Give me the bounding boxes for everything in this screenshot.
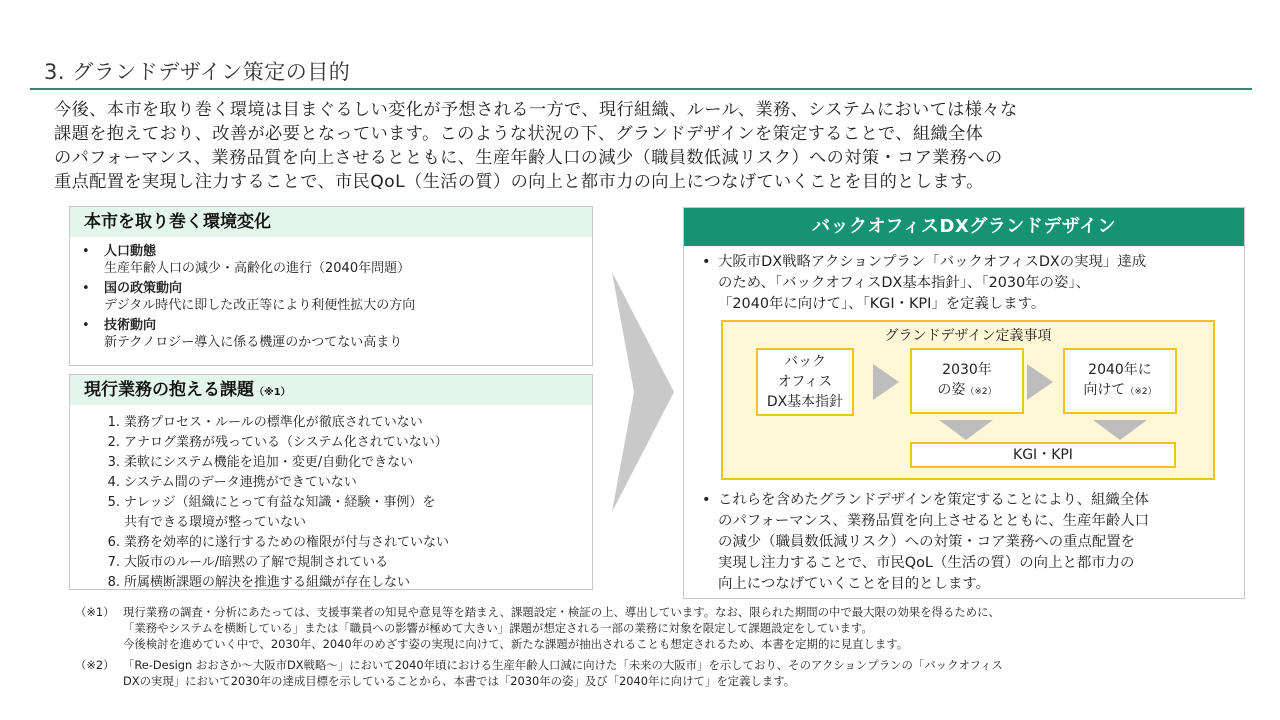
step-2030-vision bbox=[910, 348, 1024, 414]
step-line: オフィス bbox=[777, 374, 833, 390]
env-item-title: • 技術動向 bbox=[104, 318, 157, 333]
chevron-right-icon bbox=[612, 272, 674, 512]
item-number: 3. bbox=[107, 455, 120, 470]
item-text: 業務プロセス・ルールの標準化が徹底されていない bbox=[124, 415, 423, 430]
env-item-title: • 人口動態 bbox=[104, 244, 157, 259]
definition-box-label: グランドデザイン定義事項 bbox=[884, 328, 1052, 344]
item-text: アナログ業務が残っている（システム化されていない） bbox=[124, 435, 448, 450]
footnote-line: 「業務やシステムを横断している」または「職員への影響が極めて大きい」課題が想定される一部の業務に対象を限定して課題設定をしています。 bbox=[123, 621, 873, 635]
bullet-line: • これらを含めたグランドデザインを策定することにより、組織全体 bbox=[718, 492, 1149, 508]
footnote-mark: （※2） bbox=[75, 658, 115, 672]
list-item bbox=[98, 573, 592, 593]
intro-line: 今後、本市を取り巻く環境は目まぐるしい変化が予想される一方で、現行組織、ルール、業務、システムにおいては様々な bbox=[54, 100, 1018, 120]
arrow-down-icon bbox=[939, 420, 993, 440]
env-item-desc: デジタル時代に即した改正等により利便性拡大の方向 bbox=[104, 298, 416, 313]
definition-box bbox=[721, 320, 1215, 480]
grand-design-bullet-1 bbox=[702, 252, 1232, 315]
env-item-title: • 国の政策動向 bbox=[104, 281, 183, 296]
item-text: 柔軟にシステム機能を追加・変更/自動化できない bbox=[124, 455, 414, 470]
bullet-line: のため、「バックオフィスDX基本指針」、「2030年の姿」、 bbox=[718, 275, 1090, 291]
list-item bbox=[80, 243, 592, 277]
issues-list bbox=[70, 405, 592, 593]
step-line: バック bbox=[784, 354, 826, 370]
item-text: ナレッジ（組織にとって有益な知識・経験・事例）を bbox=[124, 495, 436, 510]
title-divider bbox=[30, 88, 1252, 90]
kgi-kpi-box: KGI・KPI bbox=[910, 442, 1176, 468]
arrow-down-icon bbox=[1093, 420, 1147, 440]
bullet-line: の減少（職員数低減リスク）への対策・コア業務への重点配置を bbox=[718, 534, 1136, 550]
footnote-line: 今後検討を進めていく中で、2030年、2040年のめざす姿の実現に向けて、新たな課題が抽出されることも想定されるため、本書を定期的に見直します。 bbox=[123, 637, 909, 651]
list-item bbox=[98, 453, 592, 473]
item-number: 6. bbox=[107, 535, 120, 550]
step-basic-policy bbox=[756, 348, 854, 416]
grand-design-panel bbox=[683, 207, 1245, 599]
step-text: の姿 bbox=[937, 382, 966, 398]
environment-panel bbox=[69, 206, 593, 366]
footnote-line: 「Re-Design おおさか～大阪市DX戦略～」において2040年頃における生産年齢人口減に向けた「未来の大阪市」を示しており、そのアクションプランの「バックオフィス bbox=[123, 658, 1003, 672]
list-item bbox=[98, 493, 592, 533]
grand-design-heading: バックオフィスDXグランドデザイン bbox=[684, 208, 1244, 246]
list-item bbox=[98, 413, 592, 433]
item-text: システム間のデータ連携ができていない bbox=[124, 475, 357, 490]
bullet-line: • 大阪市DX戦略アクションプラン「バックオフィスDXの実現」達成 bbox=[718, 254, 1147, 270]
intro-line: のパフォーマンス、業務品質を向上させるとともに、生産年齢人口の減少（職員数低減リスク）への対策・コア業務への bbox=[54, 148, 1003, 168]
footnote-1 bbox=[75, 604, 1255, 652]
bullet-line: 「2040年に向けて」、「KGI・KPI」を定義します。 bbox=[718, 296, 1046, 312]
step-text: 向けて bbox=[1083, 382, 1126, 398]
step-line bbox=[1083, 380, 1156, 402]
item-number: 4. bbox=[107, 475, 120, 490]
arrow-right-icon bbox=[1027, 364, 1053, 400]
step-line: DX基本指針 bbox=[766, 394, 844, 410]
bullet-line: 向上につなげていくことを目的とします。 bbox=[718, 576, 990, 592]
issues-heading bbox=[70, 375, 592, 405]
item-text: 業務を効率的に遂行するための権限が付与されていない bbox=[124, 535, 450, 550]
item-number: 5. bbox=[107, 495, 120, 510]
item-number: 8. bbox=[107, 575, 120, 590]
list-item bbox=[98, 433, 592, 453]
step-note: （※2） bbox=[965, 387, 997, 397]
step-towards-2040 bbox=[1063, 348, 1177, 414]
item-text: 大阪市のルール/暗黙の了解で規制されている bbox=[124, 555, 389, 570]
intro-text bbox=[54, 98, 1254, 194]
page-title: 3. グランドデザイン策定の目的 bbox=[44, 60, 351, 84]
grand-design-bullet-2 bbox=[702, 490, 1232, 595]
footnote-line: 現行業務の調査・分析にあたっては、支援事業者の知見や意見等を踏まえ、課題設定・検証の上、導出しています。なお、限られた期間の中で最大限の効果を得るために、 bbox=[123, 605, 1000, 619]
item-text: 所属横断課題の解決を推進する組織が存在しない bbox=[124, 575, 411, 590]
step-note: （※2） bbox=[1125, 387, 1157, 397]
bullet-line: 実現し注力することで、市民QoL（生活の質）の向上と都市力の bbox=[718, 555, 1135, 571]
bullet-line: のパフォーマンス、業務品質を向上させるとともに、生産年齢人口 bbox=[718, 513, 1150, 529]
step-line: 2030年 bbox=[942, 362, 992, 378]
item-number: 7. bbox=[107, 555, 120, 570]
list-item bbox=[80, 280, 592, 314]
environment-list bbox=[70, 237, 592, 351]
env-item-desc: 生産年齢人口の減少・高齢化の進行（2040年問題） bbox=[104, 261, 411, 276]
footnote-2 bbox=[75, 657, 1255, 689]
step-line bbox=[937, 380, 996, 402]
footnote-mark: （※1） bbox=[75, 605, 115, 619]
intro-line: 重点配置を実現し注力することで、市民QoL（生活の質）の向上と都市力の向上につなげていくことを目的とします。 bbox=[54, 172, 984, 192]
step-line: 2040年に bbox=[1088, 362, 1152, 378]
issues-heading-text: 現行業務の抱える課題 bbox=[84, 380, 254, 400]
footnotes bbox=[75, 604, 1255, 694]
env-item-desc: 新テクノロジー導入に係る機運のかつてない高まり bbox=[104, 335, 403, 350]
list-item bbox=[98, 473, 592, 493]
issues-heading-note: （※1） bbox=[254, 387, 291, 398]
environment-heading: 本市を取り巻く環境変化 bbox=[70, 207, 592, 237]
intro-line: 課題を抱えており、改善が必要となっています。このような状況の下、グランドデザインを策定することで、組織全体 bbox=[54, 124, 984, 144]
item-number: 1. bbox=[107, 415, 120, 430]
issues-panel bbox=[69, 374, 593, 590]
item-text-continued: 共有できる環境が整っていない bbox=[124, 515, 307, 530]
arrow-right-icon bbox=[873, 364, 899, 400]
list-item bbox=[98, 553, 592, 573]
list-item bbox=[80, 317, 592, 351]
list-item bbox=[98, 533, 592, 553]
footnote-line: DXの実現」において2030年の達成目標を示していることから、本書では「2030年の姿」及び「2040年に向けて」を定義します。 bbox=[123, 674, 796, 688]
item-number: 2. bbox=[107, 435, 120, 450]
